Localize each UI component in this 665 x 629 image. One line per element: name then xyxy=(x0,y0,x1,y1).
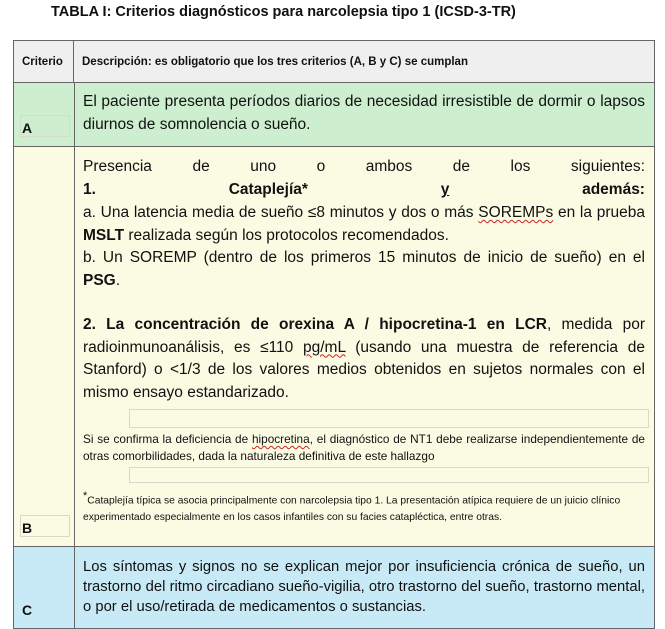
criterion-c-cell xyxy=(14,547,75,628)
criterion-b-row xyxy=(14,147,654,547)
item1-b-post: . xyxy=(115,271,121,289)
criterion-b-cell xyxy=(14,147,75,546)
criterion-b-item1-heading xyxy=(83,179,645,202)
criterion-b-note xyxy=(83,431,645,465)
criterion-c-letter: C xyxy=(22,602,33,618)
criterion-a-letter: A xyxy=(22,120,33,136)
table-header-row xyxy=(14,41,654,83)
footnote-text: Cataplejía típica se asocia principalmente con narcolepsia tipo 1. La presentación atípica requiere de un juicio clínico experimentado especialmente en los casos infantiles con su facies catapléctica, entre otras. xyxy=(83,495,621,524)
table-title: TABLA I: Criterios diagnósticos para narcolepsia tipo 1 (ICSD-3-TR) xyxy=(51,4,516,20)
footnote-marker: * xyxy=(83,490,88,502)
criterion-a-cell xyxy=(14,83,75,146)
criterion-a-text: El paciente presenta períodos diarios de necesidad irresistible de dormir o lapsos diurnos de somnolencia o sueño. xyxy=(83,93,645,133)
mslt-term: MSLT xyxy=(83,226,125,244)
item2-text-post: (usando una muestra de referencia de Stanford) o <1/3 de los valores medios obtenidos en sujetos normales con el mismo ensayo estandarizado. xyxy=(83,338,645,401)
item1-b-text: b. Un SOREMP (dentro de los primeros 15 minutos de inicio de sueño) en el xyxy=(83,249,645,266)
item2-heading: 2. La concentración de orexina A / hipocretina-1 en LCR xyxy=(83,316,547,333)
criterion-b-item1-details xyxy=(83,202,645,292)
criterion-a-description-cell xyxy=(75,83,654,146)
psg-term: PSG xyxy=(83,271,116,289)
note-text-post: , el diagnóstico de NT1 debe realizarse independientemente de otras comorbilidades, dada la naturaleza definitiva de este hallazgo xyxy=(83,432,645,463)
criterion-b-item2 xyxy=(83,314,645,404)
criterion-c-row xyxy=(14,547,654,628)
criterion-b-description-cell xyxy=(75,147,654,546)
criterion-b-letter: B xyxy=(22,520,33,536)
item1-a-post: realizada según los protocolos recomendados. xyxy=(124,226,449,244)
criteria-table xyxy=(13,40,655,629)
header-descripcion: Descripción: es obligatorio que los tres criterios (A, B y C) se cumplan xyxy=(82,55,468,68)
item1-ademas: además: xyxy=(582,181,645,198)
criterion-b-intro: Presencia de uno o ambos de los siguientes: xyxy=(83,158,645,175)
criterion-a-row xyxy=(14,83,654,147)
item1-number: 1. xyxy=(83,181,96,198)
text-guide-box xyxy=(129,409,649,428)
criterion-c-text: Los síntomas y signos no se explican mejor por insuficiencia crónica de sueño, un trastorno del ritmo circadiano sueño-vigilia, otro trastorno del sueño, trastorno mental, o por el uso/retirada de medicamentos o sustancias. xyxy=(83,559,645,615)
criterion-b-footnote xyxy=(83,488,645,526)
text-guide-box xyxy=(129,467,649,483)
item1-a-mid: en la prueba xyxy=(553,204,645,221)
sorem-term: SOREMPs xyxy=(478,204,554,221)
item1-y: y xyxy=(440,181,450,198)
header-criterio: Criterio xyxy=(14,41,74,82)
criterion-c-description-cell xyxy=(75,547,654,628)
item1-a-text: a. Una latencia media de sueño ≤8 minutos y dos o más xyxy=(83,204,479,221)
unit-term: pg/mL xyxy=(303,338,346,356)
item1-title: Cataplejía* xyxy=(228,181,308,198)
hipocretina-term: hipocretina xyxy=(251,432,310,446)
note-text: Si se confirma la deficiencia de xyxy=(83,432,252,446)
item2-text: , medida por radioinmunoanálisis, es ≤110 xyxy=(83,316,645,356)
